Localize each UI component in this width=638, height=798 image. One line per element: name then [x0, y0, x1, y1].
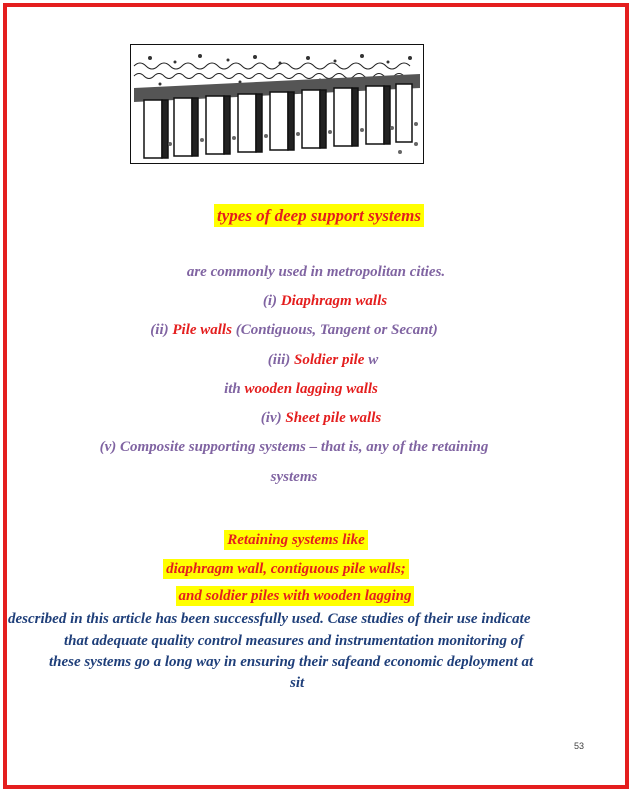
item-iv-name: Sheet pile walls [285, 410, 382, 426]
heading-text: types of deep support systems [214, 204, 424, 227]
item-iii-name-2: wooden lagging walls [244, 381, 378, 397]
paragraph-line-3: these systems go a long way in ensuring their safeand economic deployment at [49, 654, 534, 670]
highlight-text-3: and soldier piles with wooden lagging [176, 586, 415, 606]
paragraph-line-4: sit [290, 675, 305, 691]
highlight-line-2 [0, 561, 605, 578]
highlight-text-2: diaphragm wall, contiguous pile walls; [163, 559, 409, 579]
heading [0, 206, 638, 226]
item-ii-number: (ii) [150, 322, 173, 338]
item-i-name: Diaphragm walls [280, 293, 388, 309]
item-iii-continuation [0, 381, 620, 398]
item-iv-number: (iv) [260, 410, 286, 426]
item-i [6, 293, 638, 310]
item-iv [2, 410, 638, 427]
item-v: (v) Composite supporting systems – that is, any of the retaining [99, 439, 489, 455]
item-v-continuation: systems [270, 469, 318, 485]
highlight-line-1 [0, 532, 615, 549]
item-iii-number: (iii) [267, 352, 295, 368]
sheet-pile-wall-illustration [130, 44, 424, 164]
item-iii-tail: w [364, 352, 379, 368]
intro-line: are commonly used in metropolitan cities. [186, 264, 446, 280]
item-ii [0, 322, 613, 339]
page-number: 53 [574, 741, 585, 751]
item-ii-name: Pile walls [172, 322, 232, 338]
item-i-number: (i) [262, 293, 281, 309]
item-ii-description: (Contiguous, Tangent or Secant) [231, 322, 438, 338]
paragraph-line-1: described in this article has been successfully used. Case studies of their use indicate [8, 611, 531, 627]
highlight-text-1: Retaining systems like [224, 530, 368, 550]
paragraph-line-2: that adequate quality control measures and instrumentation monitoring of [64, 633, 524, 649]
item-iii-cont-text: ith [224, 381, 245, 397]
item-iii [4, 352, 638, 369]
item-iii-name: Soldier pile [294, 352, 365, 368]
highlight-line-3 [0, 588, 614, 605]
